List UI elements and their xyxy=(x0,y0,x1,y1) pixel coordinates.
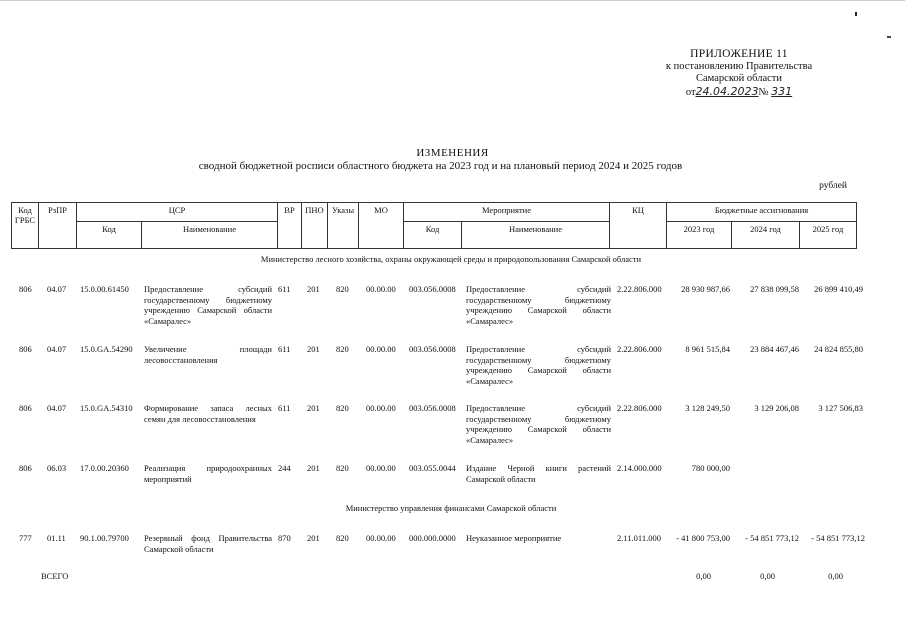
cell-2023: - 41 800 753,00 xyxy=(676,533,730,543)
cell-measure-name: Предоставление субсидий государственному бюджетному учреждению Самарской области «Самаралес» xyxy=(466,403,611,445)
cell-2024: 23 884 467,46 xyxy=(750,344,799,354)
cell-kc: 2.22.806.000 xyxy=(617,344,662,354)
title-line1: ИЗМЕНЕНИЯ xyxy=(416,147,489,159)
appendix-line2: Самарской области xyxy=(696,73,782,84)
cell-rzpr: 04.07 xyxy=(47,403,67,413)
ministry-heading: Министерство управления финансами Самарской области xyxy=(345,503,557,513)
cell-csr-name: Реализация природоохранных мероприятий xyxy=(144,463,272,484)
ministry-heading: Министерство лесного хозяйства, охраны окружающей среды и природопользования Самарской области xyxy=(260,254,642,264)
cell-csr-name: Увеличение площади лесовосстановления xyxy=(144,344,272,365)
cell-kc: 2.22.806.000 xyxy=(617,284,662,294)
cell-csr-name: Предоставление субсидий государственному бюджетному учреждению Самарской области «Самаралес» xyxy=(144,284,272,326)
table-row xyxy=(11,533,891,593)
cell-measure-name: Издание Черной книги растений Самарской области xyxy=(466,463,611,484)
cell-vr: 244 xyxy=(278,463,291,473)
cell-2023: 780 000,00 xyxy=(691,463,730,473)
handwritten-number: 331 xyxy=(771,84,793,98)
col-grbs: Код ГРБС xyxy=(12,203,39,249)
total-2023: 0,00 xyxy=(696,571,711,581)
cell-2025: 24 824 855,80 xyxy=(814,344,863,354)
cell-measure-code: 003.056.0008 xyxy=(409,284,456,294)
table-row xyxy=(11,284,891,344)
cell-measure-name: Неуказанное мероприятие xyxy=(466,533,562,543)
col-csr: ЦСР xyxy=(77,203,278,222)
cell-measure-code: 003.055.0044 xyxy=(409,463,456,473)
cell-measure-code: 000.000.0000 xyxy=(409,533,456,543)
cell-pno: 201 xyxy=(307,403,320,413)
cell-rzpr: 06.03 xyxy=(47,463,67,473)
cell-rzpr: 04.07 xyxy=(47,284,67,294)
cell-2023: 3 128 249,50 xyxy=(685,403,730,413)
col-csr-name: Наименование xyxy=(142,222,278,249)
title-line2: сводной бюджетной росписи областного бюджета на 2023 год и на плановый период 2024 и 2025 годов xyxy=(198,159,683,172)
cell-pno: 201 xyxy=(307,344,320,354)
total-label: ВСЕГО xyxy=(41,571,69,581)
cell-csr: 17.0.00.20360 xyxy=(80,463,129,473)
cell-mo: 00.00.00 xyxy=(366,344,396,354)
cell-2025: 26 899 410,49 xyxy=(814,284,863,294)
col-2025: 2025 год xyxy=(800,222,857,249)
col-kc: КЦ xyxy=(610,203,667,249)
cell-2023: 8 961 515,84 xyxy=(685,344,730,354)
cell-csr: 15.0.00.61450 xyxy=(80,284,129,294)
handwritten-date: 24.04.2023 xyxy=(695,84,759,98)
total-2024: 0,00 xyxy=(760,571,775,581)
cell-kc: 2.14.000.000 xyxy=(617,463,662,473)
cell-grbs: 806 xyxy=(19,284,32,294)
cell-csr: 15.0.GA.54310 xyxy=(80,403,133,413)
cell-2024: 3 129 206,08 xyxy=(754,403,799,413)
cell-csr: 90.1.00.79700 xyxy=(80,533,129,543)
cell-mo: 00.00.00 xyxy=(366,284,396,294)
cell-measure-code: 003.056.0008 xyxy=(409,344,456,354)
cell-vr: 611 xyxy=(278,344,291,354)
table-row xyxy=(11,463,891,523)
cell-pno: 201 xyxy=(307,533,320,543)
scan-mark xyxy=(855,12,857,16)
cell-ukaz: 820 xyxy=(336,533,349,543)
cell-grbs: 806 xyxy=(19,463,32,473)
table-row xyxy=(11,403,891,463)
cell-rzpr: 04.07 xyxy=(47,344,67,354)
cell-csr-name: Резервный фонд Правительства Самарской области xyxy=(144,533,272,554)
cell-2023: 28 930 987,66 xyxy=(681,284,730,294)
total-2025: 0,00 xyxy=(828,571,843,581)
col-mo: МО xyxy=(359,203,404,249)
cell-pno: 201 xyxy=(307,463,320,473)
appendix-block xyxy=(639,48,839,99)
units-label: рублей xyxy=(819,181,847,191)
cell-mo: 00.00.00 xyxy=(366,463,396,473)
cell-pno: 201 xyxy=(307,284,320,294)
cell-kc: 2.22.806.000 xyxy=(617,403,662,413)
cell-vr: 611 xyxy=(278,284,291,294)
cell-ukaz: 820 xyxy=(336,344,349,354)
scan-mark xyxy=(887,36,891,38)
appendix-line1: к постановлению Правительства xyxy=(665,60,813,72)
col-csr-code: Код xyxy=(77,222,142,249)
col-measure-name: Наименование xyxy=(462,222,610,249)
cell-2025: - 54 851 773,12 xyxy=(811,533,865,543)
col-rzpr: РзПР xyxy=(39,203,77,249)
col-2024: 2024 год xyxy=(732,222,800,249)
cell-grbs: 777 xyxy=(19,533,32,543)
appendix-title: ПРИЛОЖЕНИЕ 11 xyxy=(690,48,788,60)
table-row xyxy=(11,344,891,404)
cell-2024: - 54 851 773,12 xyxy=(745,533,799,543)
cell-2025: 3 127 506,83 xyxy=(818,403,863,413)
col-ukazy: Указы xyxy=(328,203,359,249)
number-prefix: № xyxy=(758,86,769,98)
cell-rzpr: 01.11 xyxy=(47,533,66,543)
document-title xyxy=(0,147,905,172)
col-2023: 2023 год xyxy=(667,222,732,249)
cell-measure-name: Предоставление субсидий государственному бюджетному учреждению Самарской области «Самаралес» xyxy=(466,344,611,386)
col-budget: Бюджетные ассигнования xyxy=(667,203,857,222)
cell-grbs: 806 xyxy=(19,403,32,413)
cell-measure-name: Предоставление субсидий государственному бюджетному учреждению Самарской области «Самаралес» xyxy=(466,284,611,326)
cell-vr: 611 xyxy=(278,403,291,413)
col-vr: ВР xyxy=(278,203,302,249)
cell-ukaz: 820 xyxy=(336,463,349,473)
cell-csr: 15.0.GA.54290 xyxy=(80,344,133,354)
cell-ukaz: 820 xyxy=(336,284,349,294)
cell-kc: 2.11.011.000 xyxy=(617,533,661,543)
scan-edge xyxy=(0,0,905,1)
col-measure-code: Код xyxy=(404,222,462,249)
cell-ukaz: 820 xyxy=(336,403,349,413)
col-measure: Мероприятие xyxy=(404,203,610,222)
col-pno: ПНО xyxy=(302,203,328,249)
cell-measure-code: 003.056.0008 xyxy=(409,403,456,413)
cell-mo: 00.00.00 xyxy=(366,533,396,543)
cell-csr-name: Формирование запаса лесных семян для лесовосстановления xyxy=(144,403,272,424)
from-prefix: от xyxy=(685,86,696,98)
cell-grbs: 806 xyxy=(19,344,32,354)
appendix-date-line xyxy=(639,86,839,100)
table-header xyxy=(11,202,857,249)
cell-2024: 27 838 099,58 xyxy=(750,284,799,294)
cell-mo: 00.00.00 xyxy=(366,403,396,413)
cell-vr: 870 xyxy=(278,533,291,543)
